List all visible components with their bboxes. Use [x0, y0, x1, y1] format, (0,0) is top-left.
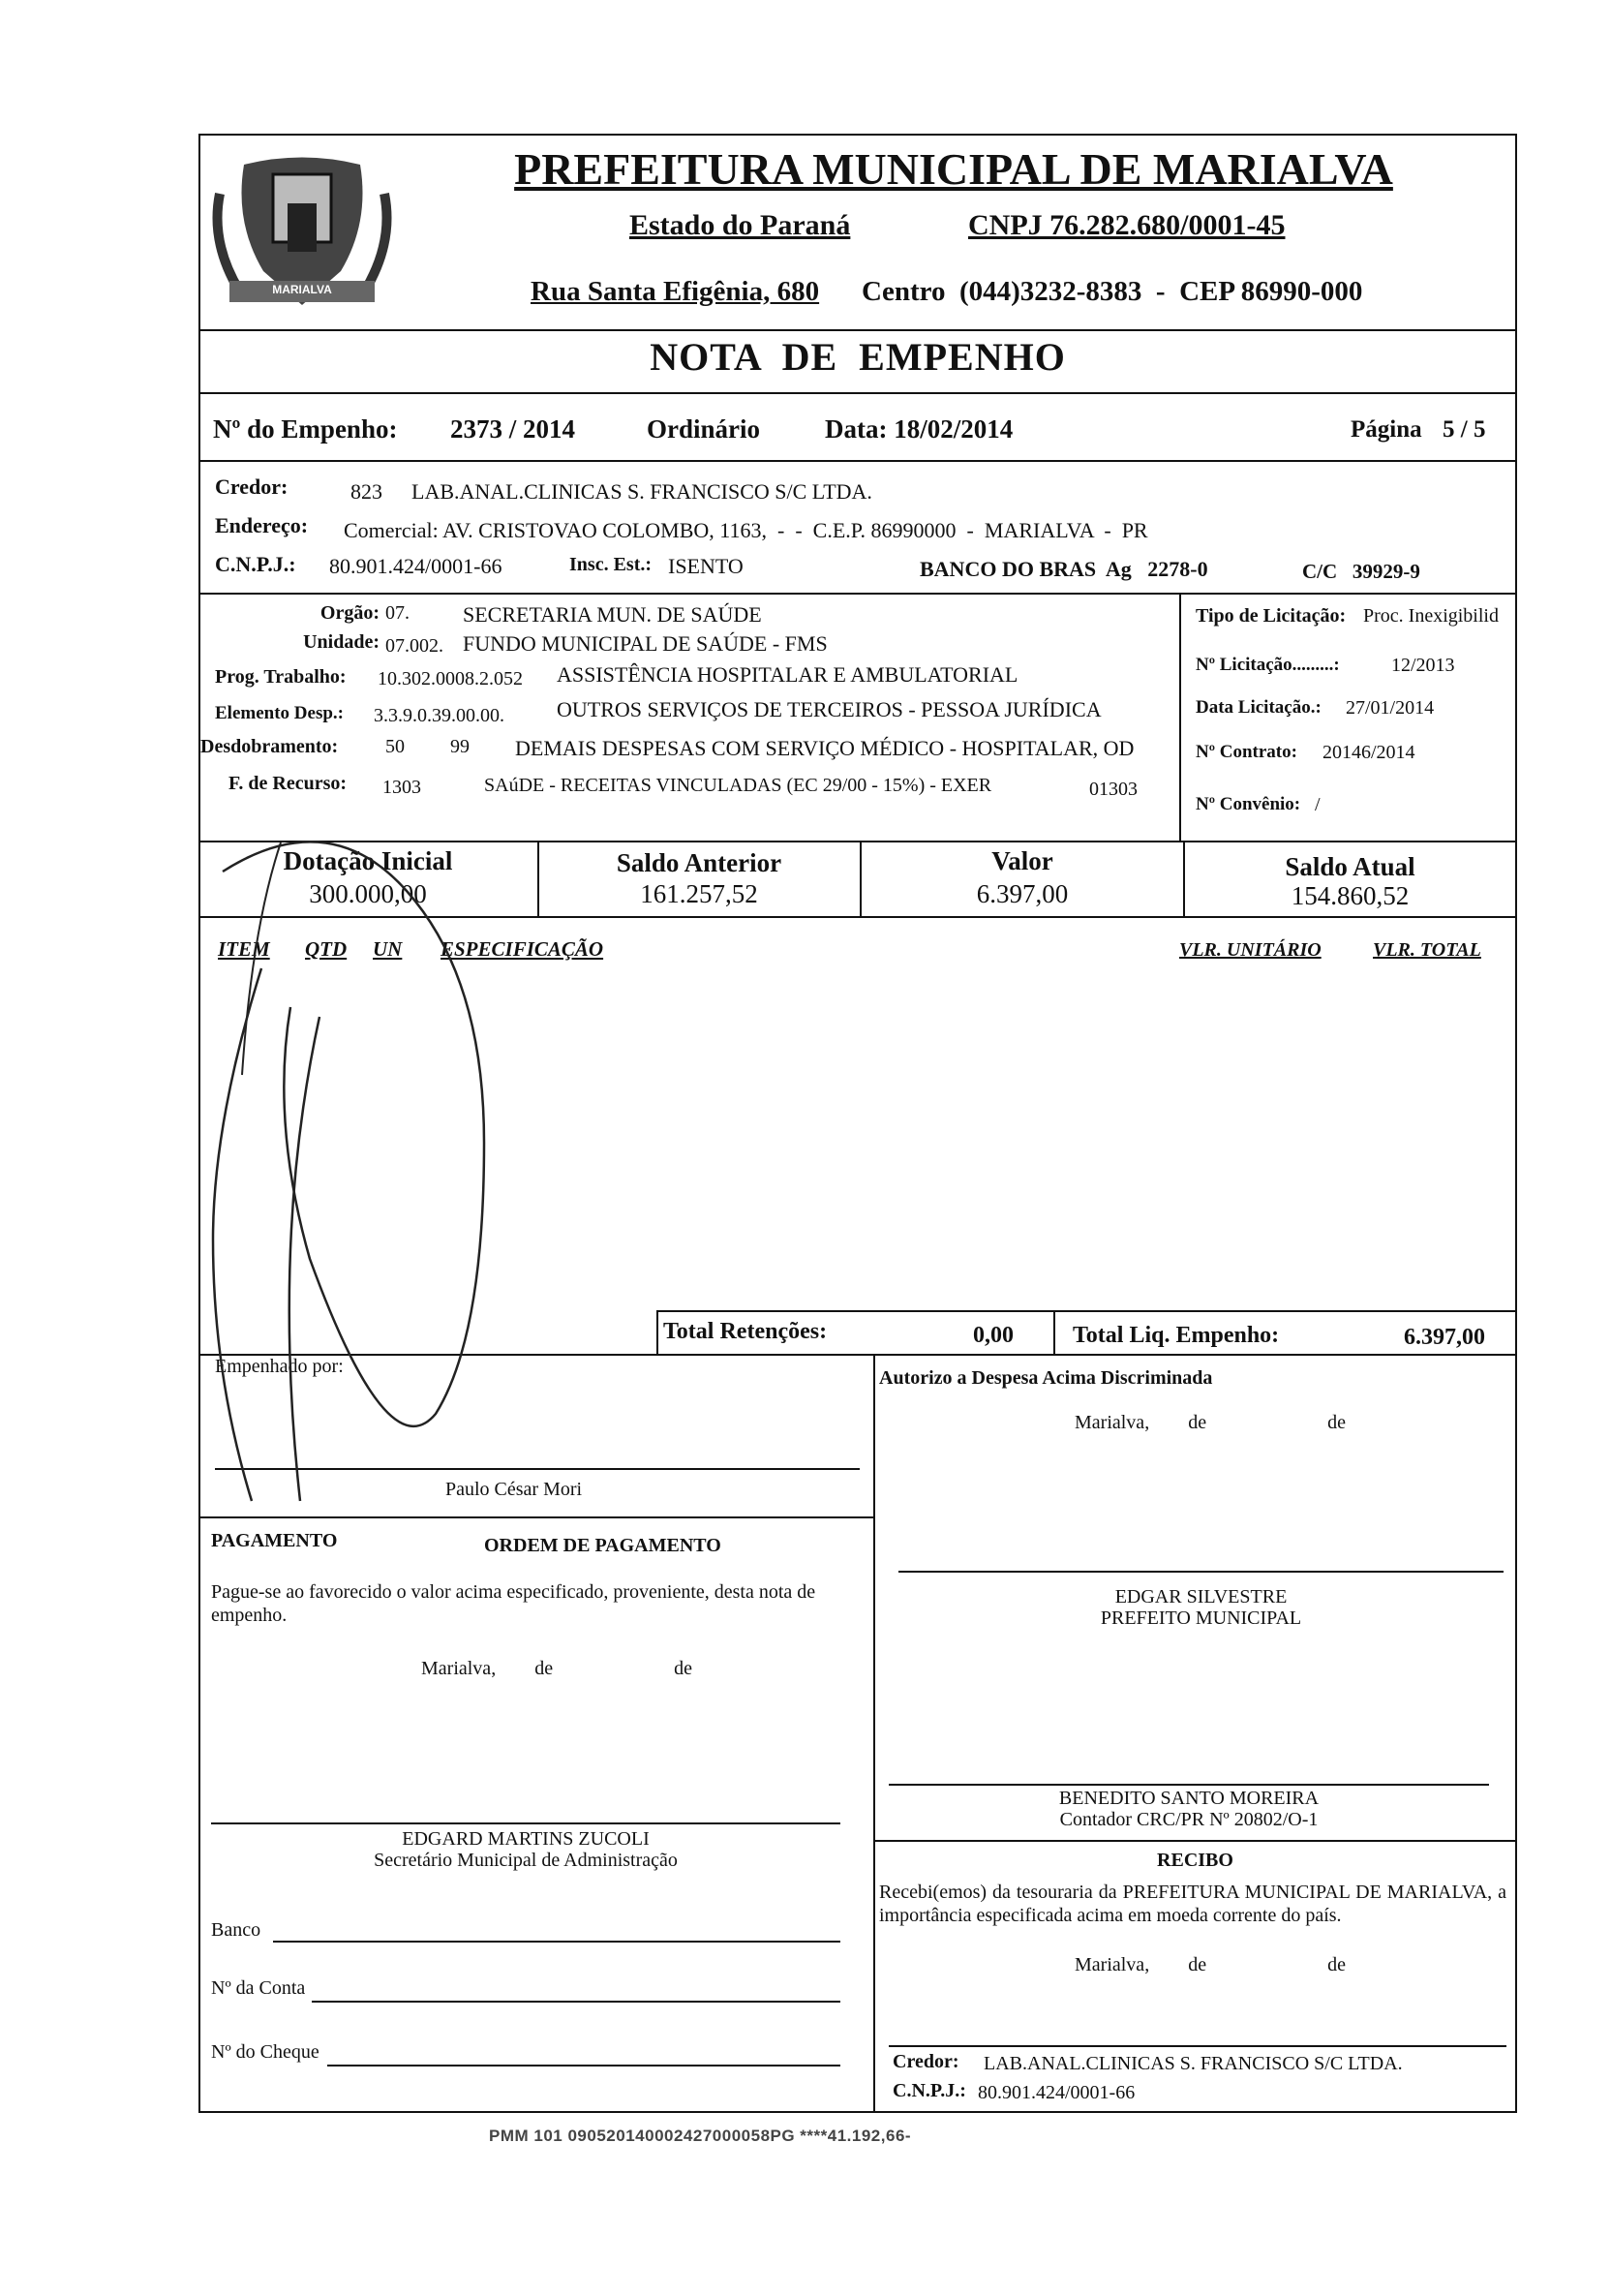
header-cnpj: CNPJ 76.282.680/0001-45: [968, 209, 1286, 241]
col-un: UN: [373, 937, 403, 961]
page-number: 5 / 5: [1443, 416, 1486, 443]
footer-code: PMM 101 090520140002427000058PG ****41.192,66-: [489, 2127, 912, 2145]
page-title: PREFEITURA MUNICIPAL DE MARIALVA: [514, 144, 1393, 194]
recibo-cnpj-value: 80.901.424/0001-66: [978, 2082, 1136, 2103]
recibo-title: RECIBO: [1157, 1850, 1233, 1871]
unidade-name: FUNDO MUNICIPAL DE SAÚDE - FMS: [463, 631, 828, 656]
liq-empenho-label: Total Liq. Empenho:: [1073, 1323, 1280, 1348]
conta-label: Nº da Conta: [211, 1977, 306, 1999]
page-label: Página: [1351, 416, 1422, 443]
licitacao-data-label: Data Licitação.:: [1196, 697, 1322, 718]
rec-label: F. de Recurso:: [228, 773, 348, 794]
saldo-anterior-label: Saldo Anterior: [616, 848, 782, 877]
prefeito-name: EDGAR SILVESTRE: [1114, 1586, 1288, 1607]
cnpj-label: C.N.P.J.:: [215, 552, 296, 576]
tipo-value: Proc. Inexigibilid: [1363, 605, 1499, 627]
contador-name: BENEDITO SANTO MOREIRA: [1058, 1788, 1320, 1809]
empenhado-label: Empenhado por:: [215, 1356, 344, 1377]
banco-value: BANCO DO BRAS Ag 2278-0: [920, 557, 1208, 581]
cheque-label: Nº do Cheque: [211, 2041, 319, 2063]
liq-empenho-value: 6.397,00: [1404, 1325, 1485, 1350]
elem-name: OUTROS SERVIÇOS DE TERCEIROS - PESSOA JURÍDICA: [557, 697, 1102, 721]
elem-code: 3.3.9.0.39.00.00.: [374, 705, 504, 726]
insc-label: Insc. Est.:: [569, 554, 653, 575]
licitacao-num-label: Nº Licitação.........:: [1196, 655, 1340, 675]
rec-code2: 01303: [1089, 779, 1138, 800]
contrato-value: 20146/2014: [1322, 742, 1415, 763]
pagamento-text: Pague-se ao favorecido o valor acima especificado, proveniente, desta nota de empenho.: [211, 1581, 816, 1626]
orgao-code: 07.: [385, 602, 410, 624]
autorizo-city-date: Marialva, de de: [1075, 1412, 1346, 1433]
rec-code: 1303: [382, 777, 421, 798]
seal-text: MARIALVA: [272, 283, 332, 296]
credor-label: Credor:: [215, 475, 289, 499]
empenho-label: Nº do Empenho:: [213, 414, 398, 444]
desd-code2: 99: [450, 736, 470, 757]
valor-label: Valor: [991, 846, 1053, 875]
valor-value: 6.397,00: [976, 879, 1069, 908]
secretario-role: Secretário Municipal de Administração: [374, 1850, 678, 1871]
licitacao-num: 12/2013: [1391, 655, 1455, 676]
orgao-label: Orgão:: [319, 602, 380, 624]
endereco-label: Endereço:: [215, 513, 309, 537]
convenio-label: Nº Convênio:: [1196, 794, 1301, 814]
credor-name: LAB.ANAL.CLINICAS S. FRANCISCO S/C LTDA.: [411, 479, 872, 504]
desd-name: DEMAIS DESPESAS COM SERVIÇO MÉDICO - HOSPITALAR, OD: [515, 736, 1135, 760]
prefeito-role: PREFEITO MUNICIPAL: [1100, 1607, 1302, 1629]
insc-value: ISENTO: [668, 554, 744, 578]
prog-name: ASSISTÊNCIA HOSPITALAR E AMBULATORIAL: [557, 662, 1018, 687]
dotacao-value: 300.000,00: [309, 879, 427, 908]
col-vlr-unitario: VLR. UNITÁRIO: [1179, 939, 1322, 961]
secretario-name: EDGARD MARTINS ZUCOLI: [402, 1828, 650, 1850]
credor-code: 823: [350, 479, 382, 504]
prog-code: 10.302.0008.2.052: [378, 668, 523, 689]
desd-label: Desdobramento:: [200, 736, 339, 757]
empenhado-name: Paulo César Mori: [445, 1479, 583, 1500]
desd-code1: 50: [385, 736, 405, 757]
contrato-label: Nº Contrato:: [1196, 742, 1297, 762]
state-name: Estado do Paraná: [629, 209, 851, 241]
licitacao-data: 27/01/2014: [1346, 697, 1435, 719]
convenio-value: /: [1315, 794, 1321, 815]
saldo-atual-value: 154.860,52: [1291, 881, 1410, 910]
retencoes-value: 0,00: [973, 1323, 1014, 1348]
dotacao-label: Dotação Inicial: [283, 846, 453, 875]
document-title: NOTA DE EMPENHO: [650, 335, 1066, 379]
pagamento-city-date: Marialva, de de: [421, 1658, 692, 1679]
cnpj-value: 80.901.424/0001-66: [329, 554, 502, 578]
signature-scribble: [194, 833, 697, 1530]
recibo-credor-label: Credor:: [893, 2051, 959, 2072]
prog-label: Prog. Trabalho:: [215, 666, 347, 688]
orgao-name: SECRETARIA MUN. DE SAÚDE: [463, 602, 762, 627]
recibo-cnpj-label: C.N.P.J.:: [893, 2080, 966, 2101]
ordem-pagamento: ORDEM DE PAGAMENTO: [484, 1535, 721, 1556]
unidade-code: 07.002.: [385, 635, 443, 657]
address-street: Rua Santa Efigênia, 680: [531, 276, 820, 307]
unidade-label: Unidade:: [303, 631, 380, 653]
autorizo-title: Autorizo a Despesa Acima Discriminada: [879, 1367, 1213, 1389]
col-qtd: QTD: [305, 937, 348, 961]
recibo-text: Recebi(emos) da tesouraria da PREFEITURA MUNICIPAL DE MARIALVA, a importância especificada acima em moeda corrente do país.: [879, 1882, 1506, 1926]
rec-name: SAúDE - RECEITAS VINCULADAS (EC 29/00 - 15%) - EXER: [484, 775, 992, 796]
banco-label: Banco: [211, 1919, 261, 1941]
cc-value: C/C 39929-9: [1302, 560, 1420, 583]
saldo-atual-label: Saldo Atual: [1285, 852, 1415, 881]
col-vlr-total: VLR. TOTAL: [1373, 939, 1481, 961]
empenho-type: Ordinário: [647, 414, 761, 444]
empenho-date: Data: 18/02/2014: [825, 414, 1014, 444]
recibo-city-date: Marialva, de de: [1075, 1954, 1346, 1975]
col-item: ITEM: [218, 937, 270, 961]
elem-label: Elemento Desp.:: [215, 703, 344, 723]
retencoes-label: Total Retenções:: [663, 1319, 828, 1344]
recibo-credor-value: LAB.ANAL.CLINICAS S. FRANCISCO S/C LTDA.: [984, 2053, 1403, 2074]
contador-role: Contador CRC/PR Nº 20802/O-1: [1059, 1809, 1319, 1830]
tipo-label: Tipo de Licitação:: [1196, 605, 1347, 627]
address-rest: Centro (044)3232-8383 - CEP 86990-000: [862, 276, 1363, 307]
endereco-value: Comercial: AV. CRISTOVAO COLOMBO, 1163, - - C.E.P. 86990000 - MARIALVA - PR: [344, 518, 1148, 542]
pagamento-label: PAGAMENTO: [211, 1530, 338, 1551]
saldo-anterior-value: 161.257,52: [640, 879, 758, 908]
col-especificacao: ESPECIFICAÇÃO: [441, 937, 604, 961]
municipal-seal: [205, 136, 399, 329]
empenho-number: 2373 / 2014: [450, 414, 576, 444]
